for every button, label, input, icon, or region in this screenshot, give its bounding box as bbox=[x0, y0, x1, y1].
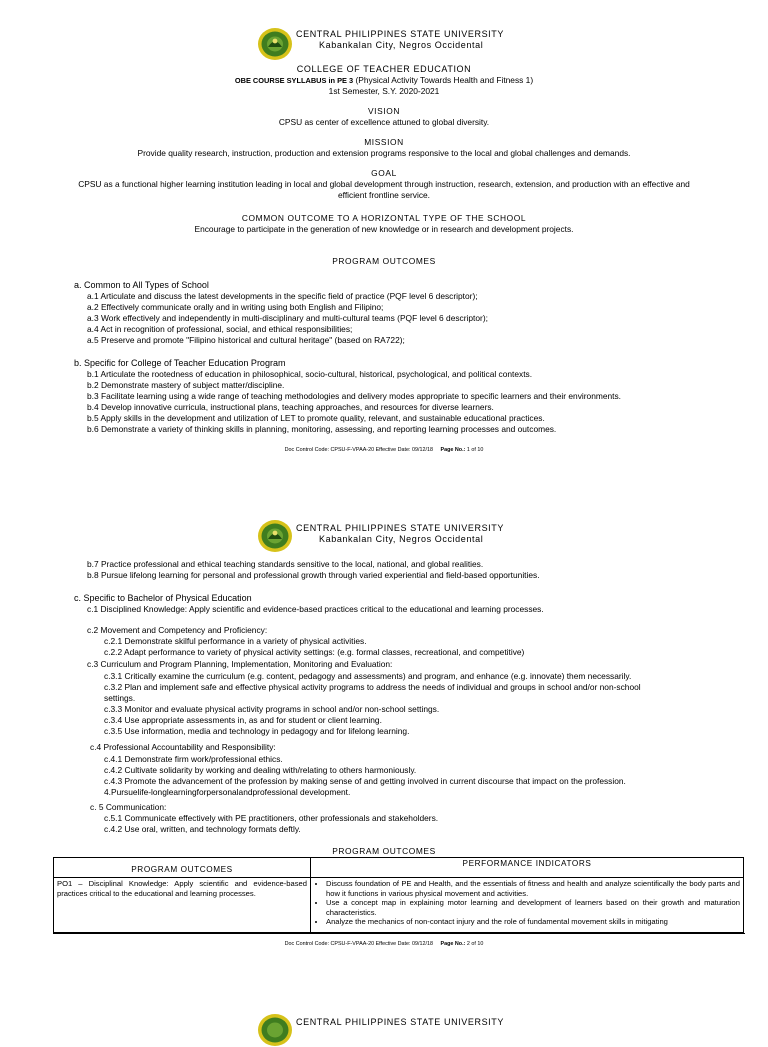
column-header-indicators: PERFORMANCE INDICATORS bbox=[462, 859, 592, 868]
university-seal-logo bbox=[257, 1013, 293, 1047]
mission-text: Provide quality research, instruction, production and extension programs responsive to the local and global challenges and demands. bbox=[137, 148, 631, 158]
syllabus-course: (Physical Activity Towards Health and Fitness 1) bbox=[353, 75, 534, 85]
table-bottom-border bbox=[53, 933, 745, 934]
university-seal-logo bbox=[257, 519, 293, 553]
page-footer bbox=[0, 941, 768, 948]
section-a-title: a. Common to All Types of School bbox=[74, 280, 209, 290]
page-number: 1 of 10 bbox=[465, 447, 484, 453]
vision-text: CPSU as center of excellence attuned to global diversity. bbox=[278, 117, 490, 127]
c4-list bbox=[104, 754, 626, 798]
program-outcomes-table bbox=[53, 857, 744, 933]
program-outcomes-heading: PROGRAM OUTCOMES bbox=[332, 256, 436, 266]
list-item: c.3.1 Critically examine the curriculum (e.g. content, pedagogy and assessments) and program, and enhance (e.g. innovate) them necessarily. bbox=[104, 671, 632, 681]
section-b-list-continued bbox=[87, 559, 540, 581]
page-break-mask bbox=[0, 934, 768, 938]
c2-heading: c.2 Movement and Competency and Proficiency: bbox=[87, 625, 268, 635]
c1-item: c.1 Disciplined Knowledge: Apply scientific and evidence-based practices critical to the educational and learning processes. bbox=[87, 604, 544, 614]
page-number: 2 of 10 bbox=[465, 941, 484, 947]
list-item: c.2.1 Demonstrate skilful performance in a variety of physical activities. bbox=[104, 636, 367, 646]
c4-heading: c.4 Professional Accountability and Responsibility: bbox=[90, 742, 276, 752]
list-item: b.2 Demonstrate mastery of subject matter/discipline. bbox=[87, 380, 285, 390]
list-item: a.1 Articulate and discuss the latest developments in the specific field of practice (PQF level 6 descriptor); bbox=[87, 291, 478, 301]
c5-heading: c. 5 Communication: bbox=[90, 802, 167, 812]
university-seal-logo bbox=[257, 27, 293, 61]
syllabus-prefix: OBE COURSE SYLLABUS in PE 3 bbox=[234, 76, 354, 85]
university-name: CENTRAL PHILIPPINES STATE UNIVERSITY bbox=[296, 1017, 504, 1027]
table-heading: PROGRAM OUTCOMES bbox=[332, 846, 436, 856]
list-item: • Use a concept map in explaining motor learning and development of learners based on their growth and maturation characteristics. bbox=[326, 898, 740, 917]
goal-text-line1: CPSU as a functional higher learning institution leading in local and global development through instruction, research, extension, and production with an effective and bbox=[78, 179, 690, 189]
table-header-cell bbox=[311, 858, 744, 878]
mission-heading: MISSION bbox=[364, 137, 404, 147]
university-name: CENTRAL PHILIPPINES STATE UNIVERSITY bbox=[296, 523, 504, 533]
section-b-title: b. Specific for College of Teacher Education Program bbox=[74, 358, 286, 368]
table-header-cell bbox=[54, 858, 311, 878]
column-header-outcomes: PROGRAM OUTCOMES bbox=[131, 864, 233, 874]
college-name: COLLEGE OF TEACHER EDUCATION bbox=[296, 64, 472, 74]
list-item: b.6 Demonstrate a variety of thinking skills in planning, monitoring, assessing, and reporting learning processes and outcomes. bbox=[87, 424, 557, 434]
list-item: c.5.1 Communicate effectively with PE practitioners, other professionals and stakeholders. bbox=[104, 813, 439, 823]
list-item: • Discuss foundation of PE and Health, and the essentials of fitness and health and analyze scientifically the body parts and how it functions in various physical movement and activities. bbox=[326, 879, 740, 898]
list-item: a.3 Work effectively and independently in multi-disciplinary and multi-cultural teams (PQF level 6 descriptor); bbox=[87, 313, 488, 323]
table-cell-indicators bbox=[311, 878, 744, 933]
list-item: b.7 Practice professional and ethical teaching standards sensitive to the local, national, and global realities. bbox=[87, 559, 484, 569]
c3-list bbox=[104, 671, 641, 737]
syllabus-title bbox=[0, 75, 768, 86]
c5-list bbox=[104, 813, 438, 835]
doc-control-code: Doc Control Code: CPSU-F-VPAA-20 Effective Date: 09/12/18 bbox=[284, 447, 434, 453]
table-cell-outcome: PO1 – Disciplinal Knowledge: Apply scientific and evidence-based practices critical to the educational and learning processes. bbox=[54, 878, 311, 933]
list-item: b.3 Facilitate learning using a wide range of teaching methodologies and delivery modes appropriate to specific learners and their environments. bbox=[87, 391, 621, 401]
list-item: a.5 Preserve and promote "Filipino historical and cultural heritage" (based on RA722); bbox=[87, 335, 405, 345]
list-item: c.4.2 Use oral, written, and technology formats deftly. bbox=[104, 824, 301, 834]
list-item: a.4 Act in recognition of professional, social, and ethical responsibilities; bbox=[87, 324, 353, 334]
section-a-list bbox=[87, 291, 488, 346]
table-row bbox=[54, 878, 744, 933]
list-item: b.1 Articulate the rootedness of education in philosophical, socio-cultural, historical, psychological, and political contexts. bbox=[87, 369, 533, 379]
list-item: 4.Pursuelife-longlearningforpersonalandprofessional development. bbox=[104, 787, 351, 797]
page-number-label: Page No.: bbox=[440, 447, 466, 453]
university-location: Kabankalan City, Negros Occidental bbox=[319, 40, 484, 50]
section-b-list bbox=[87, 369, 621, 435]
semester: 1st Semester, S.Y. 2020-2021 bbox=[328, 86, 440, 96]
list-item: • Analyze the mechanics of non-contact injury and the role of fundamental movement skills in mitigating bbox=[326, 917, 740, 927]
list-item: c.3.2 Plan and implement safe and effective physical activity programs to address the needs of individual and groups in school and/or non-school bbox=[104, 682, 641, 692]
list-item: settings. bbox=[104, 693, 136, 703]
list-item: a.2 Effectively communicate orally and in writing using both English and Filipino; bbox=[87, 302, 384, 312]
list-item: c.3.5 Use information, media and technology in pedagogy and for lifelong learning. bbox=[104, 726, 410, 736]
c3-heading: c.3 Curriculum and Program Planning, Implementation, Monitoring and Evaluation: bbox=[87, 659, 393, 669]
page-number-label: Page No.: bbox=[440, 941, 466, 947]
university-name: CENTRAL PHILIPPINES STATE UNIVERSITY bbox=[296, 29, 504, 39]
list-item: c.3.4 Use appropriate assessments in, as and for student or client learning. bbox=[104, 715, 382, 725]
list-item: c.3.3 Monitor and evaluate physical activity programs in school and/or non-school settings. bbox=[104, 704, 440, 714]
list-item: c.4.1 Demonstrate firm work/professional ethics. bbox=[104, 754, 283, 764]
c2-list bbox=[104, 636, 524, 658]
list-item: c.4.3 Promote the advancement of the profession by making sense of and getting involved in current discourse that impact on the profession. bbox=[104, 776, 626, 786]
goal-heading: GOAL bbox=[371, 168, 397, 178]
list-item: b.4 Develop innovative curricula, instructional plans, teaching approaches, and resources for diverse learners. bbox=[87, 402, 494, 412]
list-item: c.4.2 Cultivate solidarity by working and dealing with/relating to others harmoniously. bbox=[104, 765, 417, 775]
list-item: b.5 Apply skills in the development and utilization of LET to promote quality, relevant, and sustainable educational practices. bbox=[87, 413, 545, 423]
university-location: Kabankalan City, Negros Occidental bbox=[319, 534, 484, 544]
list-item: b.8 Pursue lifelong learning for personal and professional growth through varied experiential and field-based opportunities. bbox=[87, 570, 540, 580]
table-header-row bbox=[54, 858, 744, 878]
vision-heading: VISION bbox=[368, 106, 400, 116]
section-c-title: c. Specific to Bachelor of Physical Education bbox=[74, 593, 252, 603]
page-footer bbox=[0, 447, 768, 454]
common-outcome-heading: COMMON OUTCOME TO A HORIZONTAL TYPE OF THE SCHOOL bbox=[241, 213, 527, 223]
goal-text-line2: efficient frontline service. bbox=[337, 190, 430, 200]
doc-control-code: Doc Control Code: CPSU-F-VPAA-20 Effective Date: 09/12/18 bbox=[284, 941, 434, 947]
common-outcome-text: Encourage to participate in the generation of new knowledge or in research and development projects. bbox=[194, 224, 574, 234]
indicator-list bbox=[314, 879, 740, 927]
list-item: c.2.2 Adapt performance to variety of physical activity settings: (e.g. formal classes, recreational, and competitive) bbox=[104, 647, 525, 657]
